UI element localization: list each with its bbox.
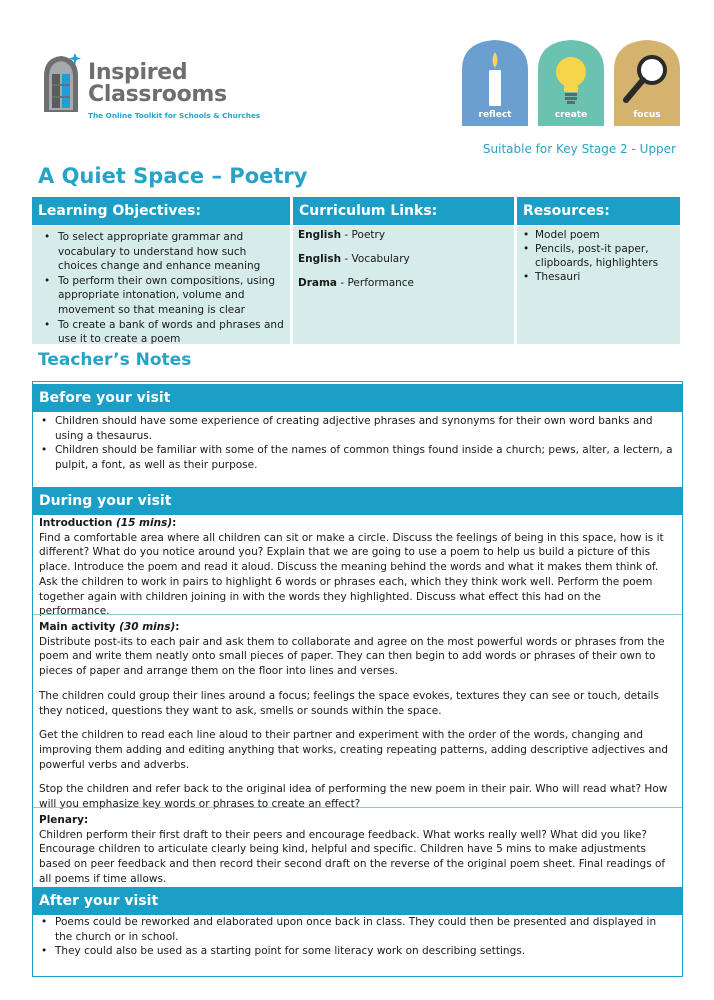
before-visit-body	[33, 414, 682, 473]
create-badge	[538, 40, 604, 126]
brand-name: Inspired Classrooms	[88, 60, 227, 107]
before-item: • Children should have some experience of creating adjective phrases and synonyms for their own word banks and using a thesaurus.	[39, 414, 674, 443]
inspired-classrooms-logo	[40, 52, 290, 124]
before-visit-heading: Before your visit	[33, 384, 682, 412]
objective-item: • To create a bank of words and phrases and use it to create a poem	[40, 318, 284, 347]
page-title: A Quiet Space – Poetry	[38, 164, 308, 188]
resource-item: • Pencils, post-it paper, clipboards, highlighters	[521, 242, 674, 270]
resources-heading: Resources:	[517, 197, 680, 225]
create-label: create	[554, 110, 588, 120]
plenary-label: Plenary:	[39, 814, 89, 826]
resource-item: • Thesauri	[521, 270, 674, 284]
teachers-notes-box	[32, 381, 683, 977]
main-activity-section	[33, 620, 682, 822]
main-activity-paragraph: Get the children to read each line aloud to their partner and experiment with the order of the words, changing and improving them adding and editing anything that works, creating repeating patterns, adding descriptive adjectives and powerful verbs and adverbs.	[39, 729, 669, 771]
during-visit-heading: During your visit	[33, 487, 682, 515]
key-stage-label: Suitable for Key Stage 2 - Upper	[482, 142, 676, 156]
introduction-label: Introduction (15 mins):	[39, 517, 177, 529]
objectives-heading: Learning Objectives:	[32, 197, 290, 225]
curriculum-item: Drama - Performance	[298, 277, 415, 289]
reflect-badge	[462, 40, 528, 126]
focus-badge	[614, 40, 680, 126]
after-visit-heading: After your visit	[33, 887, 682, 915]
brand-tagline: The Online Toolkit for Schools & Churches	[88, 111, 261, 120]
main-activity-paragraph: Stop the children and refer back to the original idea of performing the new poem in their pair. Who will read what? How will you emphasize key words or phrases to create an effect?	[39, 783, 668, 811]
curriculum-item: English - Vocabulary	[298, 253, 410, 265]
curriculum-item: English - Poetry	[298, 229, 386, 241]
divider	[33, 807, 682, 808]
after-visit-body	[33, 915, 682, 959]
objective-item: • To perform their own compositions, using appropriate intonation, volume and movement so that meaning is clear	[40, 274, 284, 318]
main-activity-paragraph: Distribute post-its to each pair and ask them to collaborate and agree on the most powerful words or phrases from the poem and write them neatly onto small pieces of paper. They can then begin to add words or phrases of their own to pieces of paper and arrange them on the floor into lines and verses.	[39, 635, 665, 678]
after-item: • Poems could be reworked and elaborated upon once back in class. They could then be presented and displayed in the church or in school.	[39, 915, 674, 944]
resource-item: • Model poem	[521, 228, 674, 242]
plenary-text: Children perform their first draft to their peers and encourage feedback. What works really well? What did you like? Encourage children to articulate clearly being kind, helpful and specific. Children have 5 mins to make adjustments based on peer feedback and then record their second draft on the reverse of the original poem sheet. Final readings of all poems if time allows.	[39, 828, 666, 885]
teachers-notes-heading: Teacher’s Notes	[38, 350, 192, 370]
resources-panel	[517, 226, 680, 344]
plenary-section	[33, 813, 682, 887]
reflect-label: reflect	[478, 110, 512, 120]
introduction-text: Find a comfortable area where all children can sit or make a circle. Discuss the feelings of being in this space, how is it different? What do you notice around you? Explain that we are going to use a poem to help us build a picture of this place. Introduce the poem and read it aloud. Discuss the meaning behind the words and what it makes them think of. Ask the children to work in pairs to highlight 6 words or phrases each, which they think work well. Perform the poem together again with children joining in with the words they highlighted. Discuss what effect this had on the performance.	[39, 531, 664, 618]
curriculum-heading: Curriculum Links:	[293, 197, 514, 225]
divider	[33, 614, 682, 615]
objectives-panel	[32, 226, 290, 344]
objective-item: • To select appropriate grammar and vocabulary to understand how such choices change and enhance meaning	[40, 230, 284, 274]
before-item: • Children should be familiar with some of the names of common things found inside a church; pews, alter, a lectern, a pulpit, a font, as well as their purpose.	[39, 443, 674, 472]
curriculum-panel	[293, 226, 514, 344]
introduction-section	[33, 516, 682, 619]
main-activity-label: Main activity (30 mins):	[39, 621, 180, 633]
main-activity-paragraph: The children could group their lines around a focus; feelings the space evokes, textures they can see or touch, details they noticed, questions they want to ask, smells or sounds within the space.	[39, 689, 659, 717]
church-door-icon	[40, 54, 82, 114]
focus-label: focus	[633, 110, 661, 120]
after-item: • They could also be used as a starting point for some literacy work on describing settings.	[39, 944, 674, 959]
